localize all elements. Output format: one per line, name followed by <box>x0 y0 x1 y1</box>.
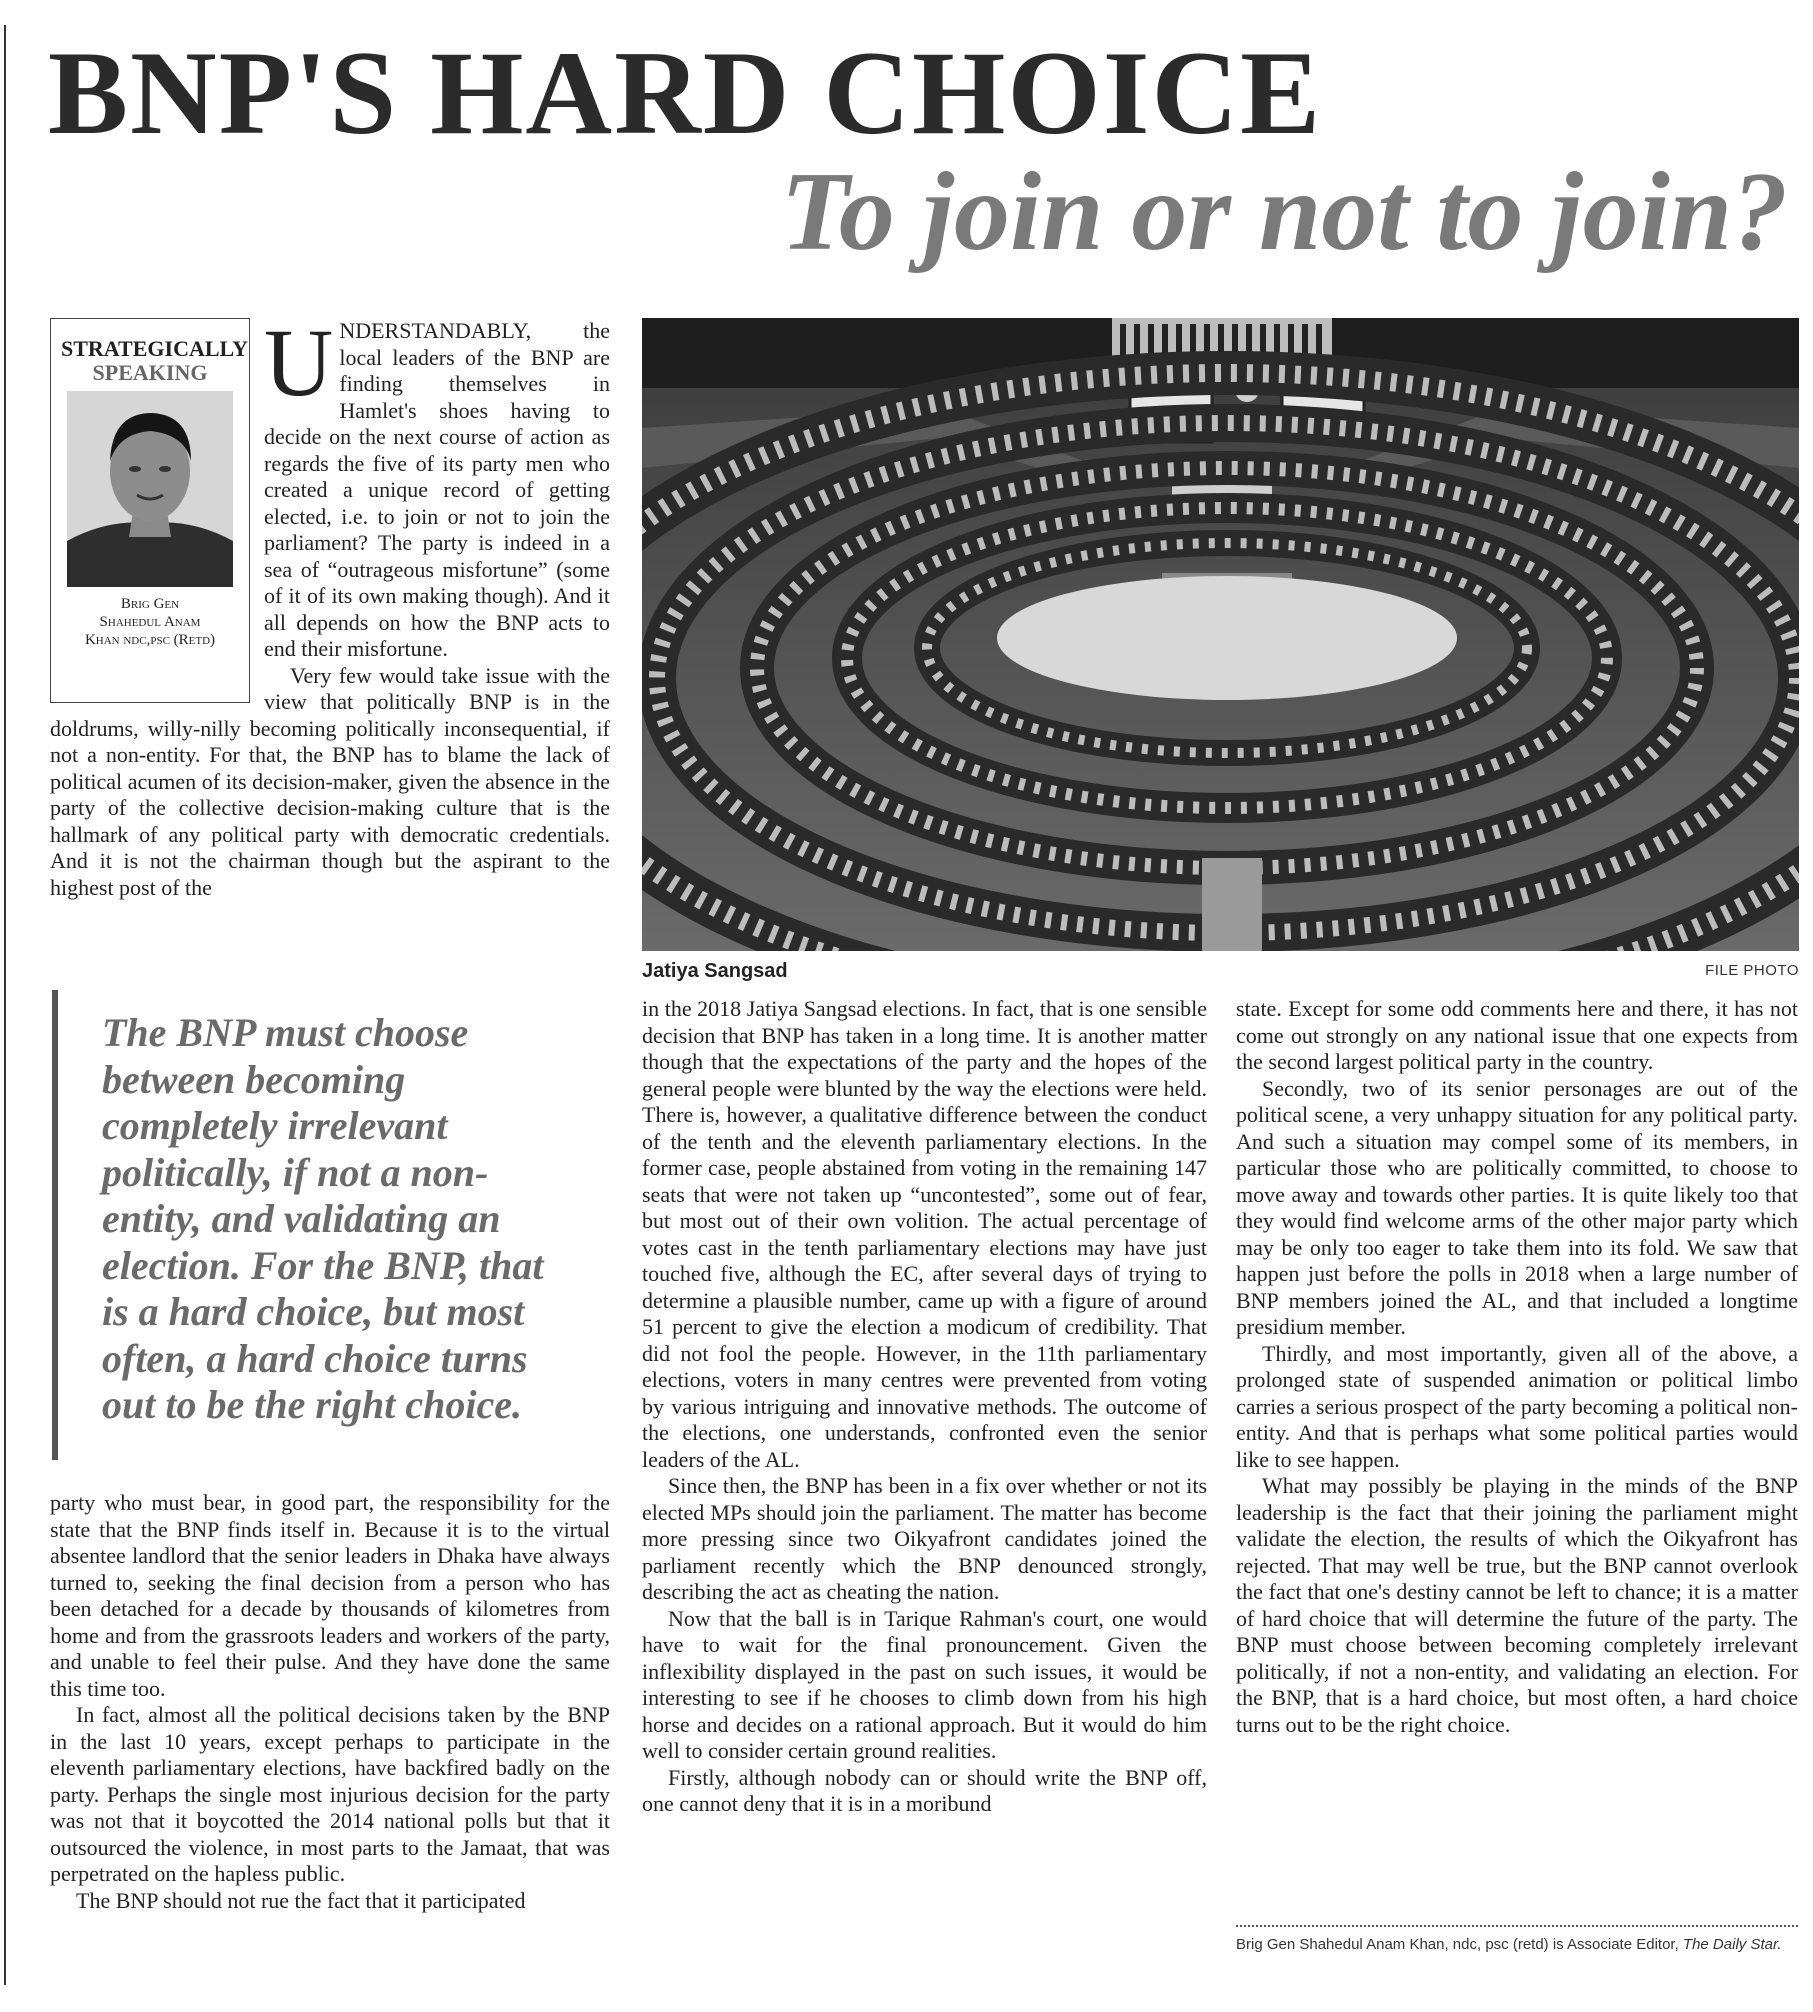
article-paragraph: in the 2018 Jatiya Sangsad elections. In fact, that is one sensible decision that BNP has taken in a long time. It is another matter though that the expectations of the party and the hopes of the general people were blunted by the way the elections were held. There is, however, a qualitative difference between the conduct of the tenth and the eleventh parliamentary elections. In the former case, people abstained from voting in the remaining 147 seats that were not taken up “uncontested”, some out of fear, but most out of their own volition. The actual percentage of votes cast in the tenth parliamentary elections may have just touched five, although the EC, after several days of trying to determine a plausible number, came up with a figure of around 51 percent to give the election a modicum of credibility. That did not fool the people. However, in the 11th parliamentary elections, voters in many centres were prevented from voting by various intriguing and innovative methods. The outcome of the elections, one understands, confronted even the senior leaders of the AL. <box>642 996 1207 1472</box>
intro-text: NDERSTANDABLY, the local leaders of the BNP are finding themselves in Hamlet's shoes having to decide on the next course of action as regards the five of its party men who created a unique record of getting elected, i.e. to join or not to join the parliament? The party is indeed in a sea of “outrageous misfortune” (some of it of its own making though). And it all depends on how the BNP acts to end their misfortune. <box>264 318 610 661</box>
article-paragraph: In fact, almost all the political decisions taken by the BNP in the last 10 years, except perhaps to participate in the eleventh parliamentary elections, have backfired badly on the party. Perhaps the single most injurious decision for the party was not that it boycotted the 2014 national polls but that it outsourced the violence, in most parts to the Jamaat, that was perpetrated on the hapless public. <box>50 1702 610 1886</box>
article-paragraph: state. Except for some odd comments here and there, it has not come out strongly on any national issue that one expects from the second largest political party in the country. <box>1236 996 1798 1074</box>
article-paragraph: party who must bear, in good part, the responsibility for the state that the BNP finds itself in. Because it is to the virtual absentee landlord that the senior leaders in Dhaka have always turned to, seeking the final decision from a person who has been detached for a decade by thousands of kilometres from home and from the grassroots leaders and workers of the party, and unable to feel their pulse. And they have done the same this time too. <box>50 1490 610 1701</box>
article-paragraph: The BNP should not rue the fact that it participated <box>76 1887 526 1913</box>
article-paragraph: Now that the ball is in Tarique Rahman's court, one would have to wait for the final pronouncement. Given the inflexibility displayed in the past on such issues, it would be interesting to see if he chooses to climb down from his high horse and decides on a rational approach. But it would do him well to consider certain ground realities. <box>642 1605 1207 1763</box>
headline: BNP'S HARD CHOICE <box>48 26 1323 159</box>
author-note-text: Brig Gen Shahedul Anam Khan, ndc, psc (retd) is Associate Editor, <box>1236 1936 1683 1953</box>
byline-author-line: Khan ndc,psc (Retd) <box>84 632 216 648</box>
article-paragraph: Firstly, although nobody can or should write the BNP off, one cannot deny that it is in a moribund <box>642 1764 1207 1816</box>
publication-name: The Daily Star. <box>1682 1936 1782 1953</box>
pull-quote <box>52 990 572 1460</box>
article-paragraph: What may possibly be playing in the minds of the BNP leadership is the fact that their joining the parliament might validate the election, the results of which the Oikyafront has rejected. That may well be true, but the BNP cannot overlook the fact that one's destiny cannot be left to chance; it is a matter of hard choice that will determine the future of the party. The BNP must choose between becoming completely irrelevant politically, if not a non-entity, and validating an election. For the BNP, that is a hard choice, but most often, a hard choice turns out to be the right choice. <box>1236 1473 1798 1737</box>
byline-kicker: STRATEGICALLY <box>61 336 249 361</box>
article-paragraph: Very few would take issue with the view that politically BNP is in the doldrums, willy-nilly becoming politically inconsequential, if not a non-entity. For that, the BNP has to blame the lack of political acumen of its decision-maker, given the absence in the party of the collective decision-making culture that is the hallmark of any political party with democratic credentials. And it is not the chairman though but the aspirant to the highest post of the <box>50 662 610 900</box>
photo-caption: Jatiya Sangsad <box>642 960 788 982</box>
photo-credit: FILE PHOTO <box>1705 962 1799 979</box>
article-paragraph: Secondly, two of its senior personages are out of the political scene, a very unhappy situation for any political party. And such a situation may compel some of its members, in particular those who are politically committed, to choose to move away and towards other parties. It is quite likely too that they would find welcome arms of the other major party which may be only too eager to take them into its fold. We saw that happen just before the polls in 2018 when a large number of BNP members joined the AL, and that included a longtime presidium member. <box>1236 1075 1798 1339</box>
parliament-photo <box>642 318 1799 951</box>
column-2 <box>642 996 1207 1818</box>
byline-kicker-sub: SPEAKING <box>92 360 208 385</box>
drop-cap: U <box>264 309 334 416</box>
author-portrait <box>67 391 233 587</box>
byline-author-line: Shahedul Anam <box>99 614 201 630</box>
byline-box <box>50 318 250 703</box>
column-1-bottom <box>50 1490 610 1914</box>
article-paragraph: Thirdly, and most importantly, given all of the above, a prolonged state of suspended animation or political limbo carries a serious prospect of the party becoming a political non-entity. And that is perhaps what some political parties would like to see happen. <box>1236 1340 1798 1472</box>
byline-author-line: Brig Gen <box>120 596 180 612</box>
author-note <box>1236 1925 1798 1955</box>
page-rule <box>4 25 6 1985</box>
column-1-top <box>50 309 610 901</box>
article-paragraph: Since then, the BNP has been in a fix over whether or not its elected MPs should join the parliament. The matter has become more pressing since two Oikyafront candidates joined the parliament recently which the BNP denounced strongly, describing the act as cheating the nation. <box>642 1473 1207 1604</box>
column-3 <box>1236 996 1798 1738</box>
deck: To join or not to join? <box>780 150 1788 274</box>
pull-quote-text: The BNP must choose between becoming completely irrelevant politically, if not a non-entity, and validating an election. For the BNP, that is a hard choice, but most often, a hard choice turns out to be the right choice. <box>102 1010 544 1427</box>
